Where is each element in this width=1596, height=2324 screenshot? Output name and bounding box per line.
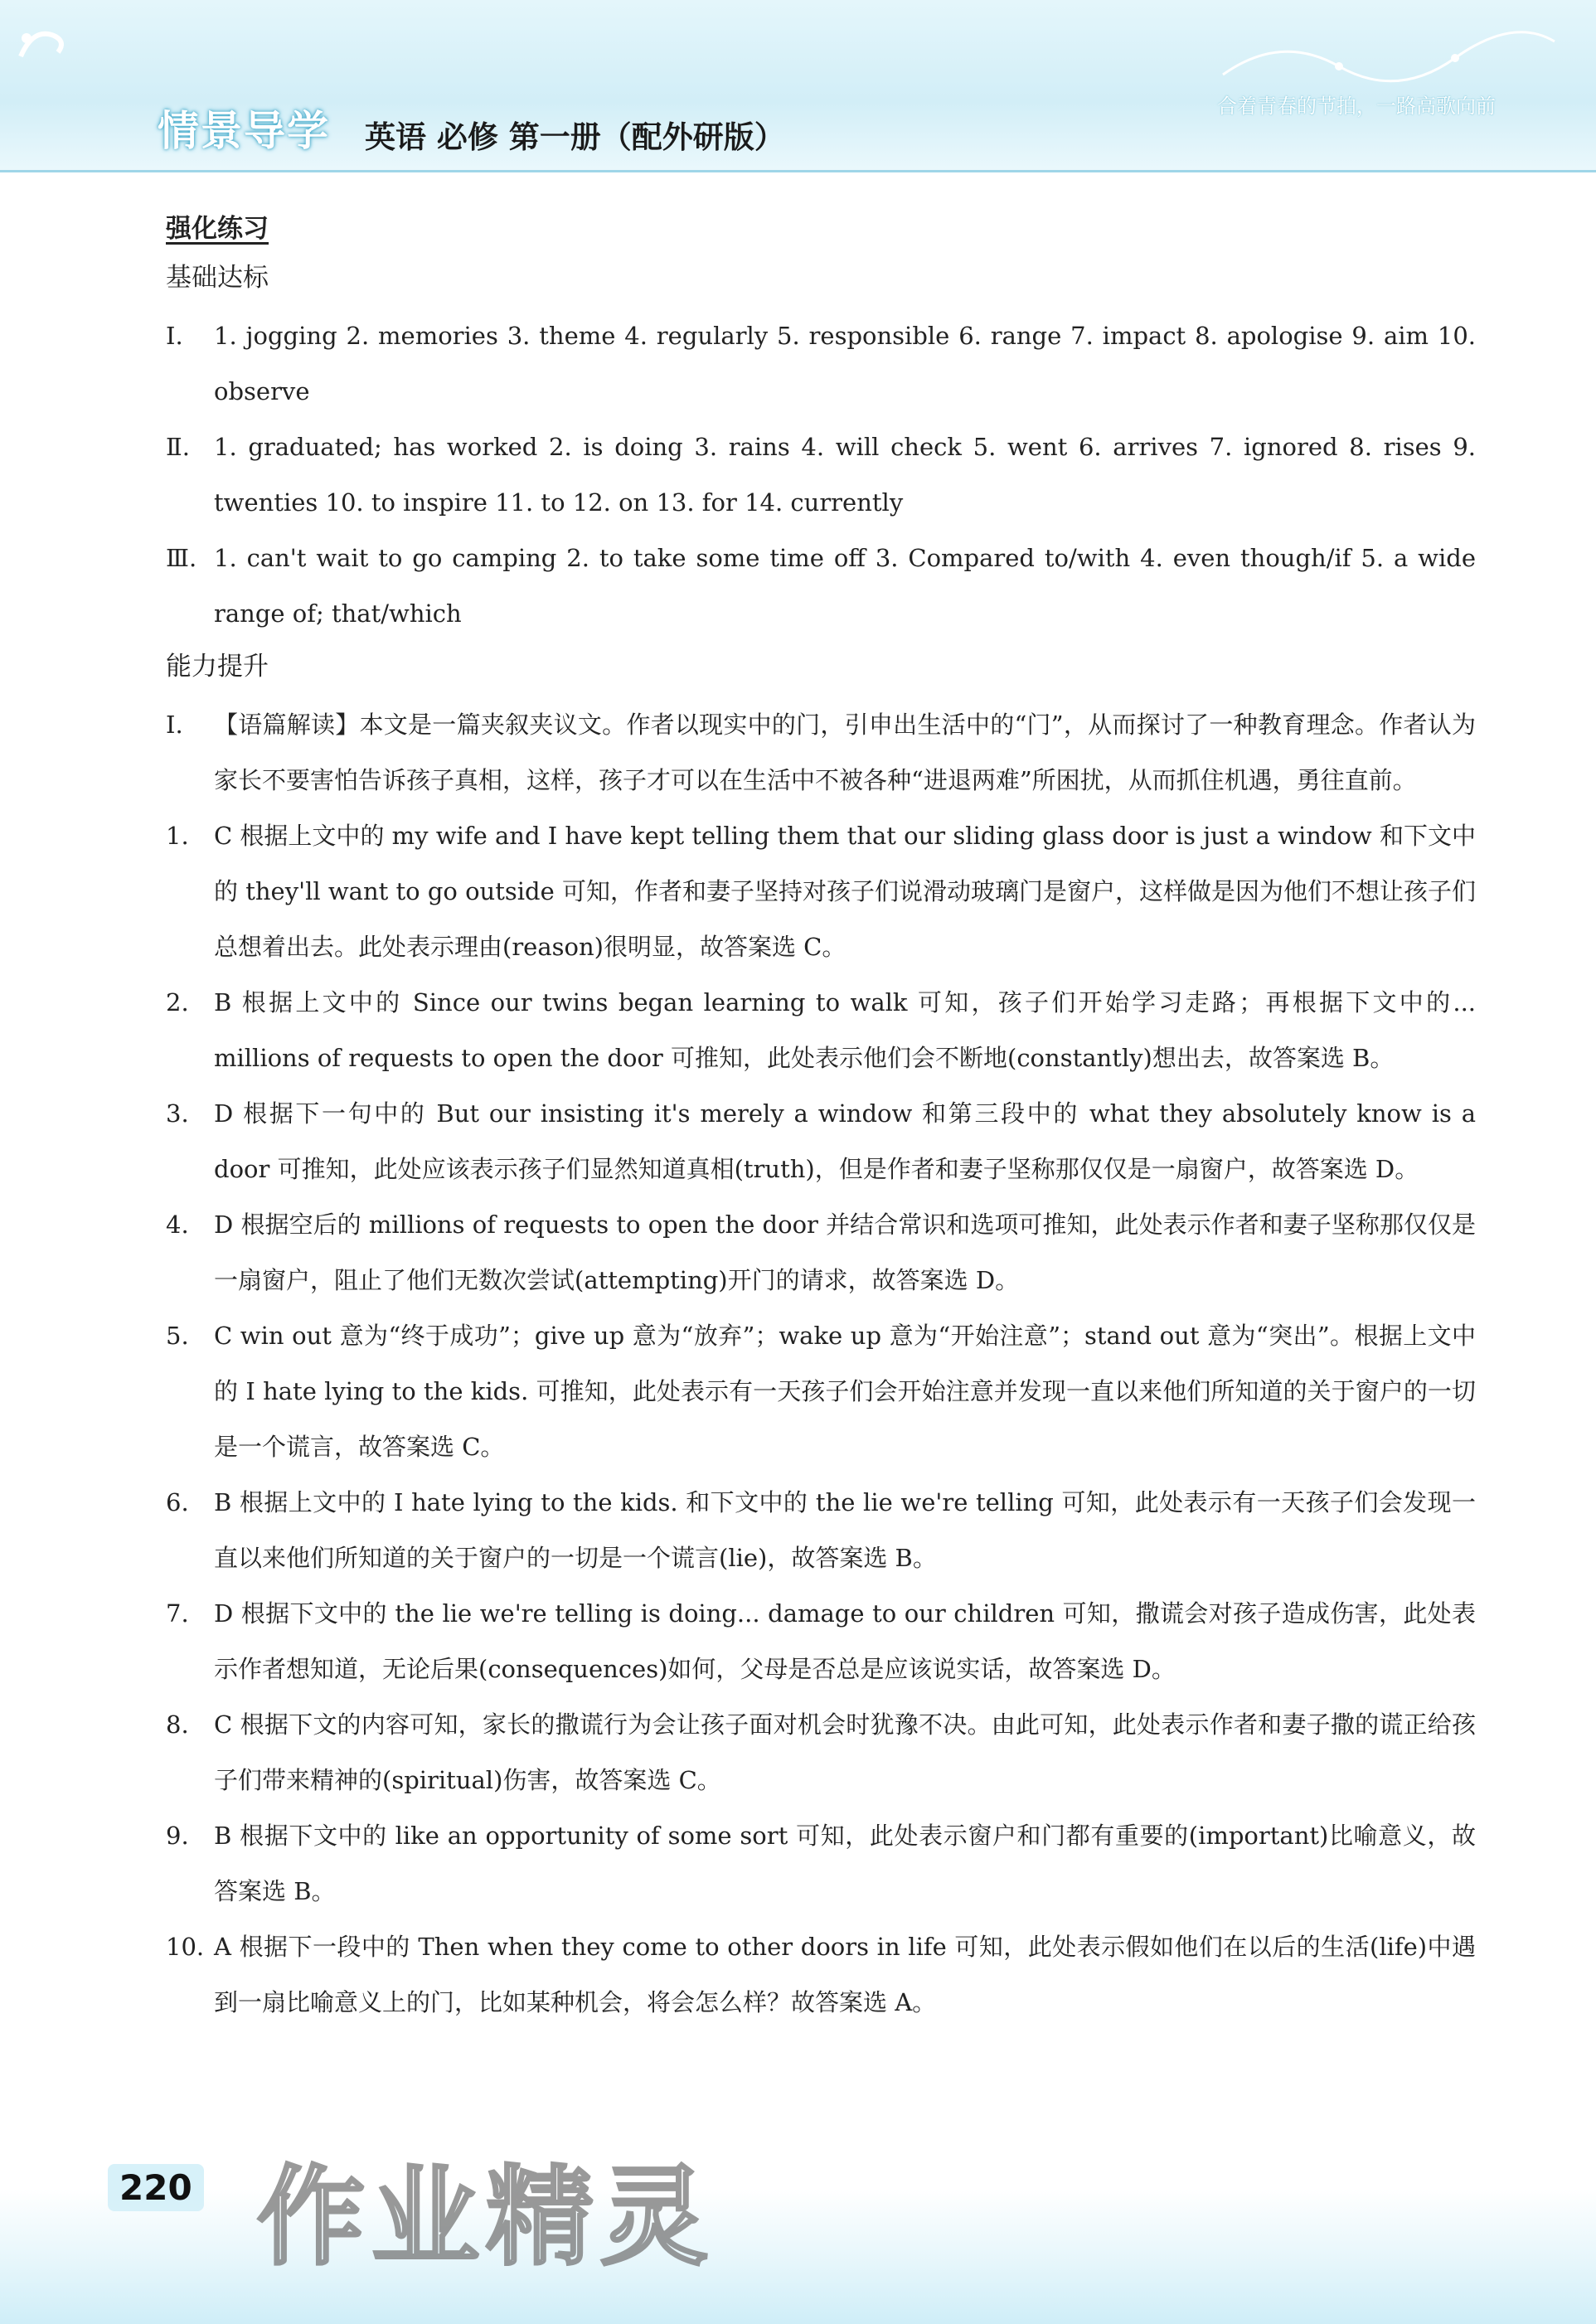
item-text: C 根据下文的内容可知，家长的撒谎行为会让孩子面对机会时犹豫不决。由此可知，此处表示作者和妻子撒的谎正给孩子们带来精神的(spiritual)伤害，故答案选 C。 <box>214 1710 1476 1794</box>
item-number: 1. <box>166 822 189 850</box>
item-text: C 根据上文中的 my wife and I have kept telling them that our sliding glass door is just a window 和下文中的 they'll want to go outside 可知，作者和妻子坚持对孩子们说滑动玻璃门是窗户，这样做是因为他们不想让孩子们总想着出去。此处表示理由(reason)很明显，故答案选 C。 <box>214 822 1476 961</box>
advanced-item <box>166 1919 1476 2030</box>
item-text: D 根据下文中的 the lie we're telling is doing... damage to our children 可知，撒谎会对孩子造成伤害，此处表示作者想知道，无论后果(consequences)如何，父母是否总是应该说实话，故答案选 D。 <box>214 1599 1476 1683</box>
section-title: 强化练习 <box>166 214 269 244</box>
book-title: 英语 必修 第一册（配外研版） <box>365 119 785 155</box>
item-text: C win out 意为“终于成功”；give up 意为“放弃”；wake up 意为“开始注意”；stand out 意为“突出”。根据上文中的 I hate lying to the kids. 可推知，此处表示有一天孩子们会开始注意并发现一直以来他们所知道的关于窗户的一切是一个谎言，故答案选 C。 <box>214 1322 1476 1461</box>
item-text: B 根据上文中的 Since our twins began learning to walk 可知，孩子们开始学习走路；再根据下文中的... millions of requests to open the door 可推知，此处表示他们会不断地(constantly)想出去，故答案选 B。 <box>214 988 1476 1072</box>
item-number: 2. <box>166 988 189 1016</box>
item-number: 8. <box>166 1710 189 1739</box>
item-number: 3. <box>166 1099 189 1128</box>
item-number: Ⅲ. <box>166 544 197 572</box>
item-number: 9. <box>166 1822 189 1850</box>
item-number: 6. <box>166 1488 189 1516</box>
basic-title: 基础达标 <box>166 263 269 293</box>
advanced-item <box>166 1197 1476 1308</box>
item-text: 1. can't wait to go camping 2. to take some time off 3. Compared to/with 4. even though/if 5. a wide range of; that/which <box>214 544 1476 628</box>
advanced-item <box>166 808 1476 975</box>
basic-item <box>166 308 1476 420</box>
item-text: 【语篇解读】本文是一篇夹叙夹议文。作者以现实中的门，引申出生活中的“门”，从而探讨了一种教育理念。作者认为家长不要害怕告诉孩子真相，这样，孩子才可以在生活中不被各种“进退两难”所困扰，从而抓住机遇，勇往直前。 <box>214 711 1476 794</box>
advanced-item <box>166 1308 1476 1475</box>
item-text: B 根据下文中的 like an opportunity of some sort 可知，此处表示窗户和门都有重要的(important)比喻意义，故答案选 B。 <box>214 1822 1476 1905</box>
item-text: B 根据上文中的 I hate lying to the kids. 和下文中的 the lie we're telling 可知，此处表示有一天孩子们会发现一直以来他们所知道的关于窗户的一切是一个谎言(lie)，故答案选 B。 <box>214 1488 1476 1572</box>
advanced-item <box>166 1475 1476 1586</box>
watermark: 作业精灵 <box>257 2154 716 2280</box>
page-footer <box>0 2189 1596 2324</box>
item-text: 1. graduated; has worked 2. is doing 3. rains 4. will check 5. went 6. arrives 7. ignored 8. rises 9. twenties 10. to inspire 11. to 12. on 13. for 14. currently <box>214 433 1476 517</box>
advanced-item <box>166 1086 1476 1197</box>
item-text: 1. jogging 2. memories 3. theme 4. regularly 5. responsible 6. range 7. impact 8. apologise 9. aim 10. observe <box>214 322 1476 405</box>
item-number: Ⅰ. <box>166 322 183 350</box>
item-number: Ⅱ. <box>166 433 190 461</box>
page-number: 220 <box>108 2164 204 2211</box>
decorative-swirl-icon <box>1215 25 1563 91</box>
advanced-item <box>166 1808 1476 1919</box>
brand-logo: 情景导学 <box>158 107 330 155</box>
advanced-item <box>166 1586 1476 1697</box>
basic-item <box>166 420 1476 531</box>
item-text: A 根据下一段中的 Then when they come to other doors in life 可知，此处表示假如他们在以后的生活(life)中遇到一扇比喻意义上的门，比如某种机会，将会怎么样？故答案选 A。 <box>214 1933 1476 2016</box>
item-number: 7. <box>166 1599 189 1628</box>
item-text: D 根据空后的 millions of requests to open the door 并结合常识和选项可推知，此处表示作者和妻子坚称那仅仅是一扇窗户，阻止了他们无数次尝试(attempting)开门的请求，故答案选 D。 <box>214 1211 1476 1294</box>
advanced-item <box>166 975 1476 1086</box>
page-header <box>0 0 1596 172</box>
basic-item <box>166 531 1476 642</box>
main-content <box>166 207 1476 2030</box>
advanced-item <box>166 1697 1476 1808</box>
item-number: Ⅰ. <box>166 711 183 739</box>
item-text: D 根据下一句中的 But our insisting it's merely a window 和第三段中的 what they absolutely know is a door 可推知，此处应该表示孩子们显然知道真相(truth)，但是作者和妻子坚称那仅仅是一扇窗户，故答案选 D。 <box>214 1099 1476 1183</box>
advanced-item <box>166 697 1476 808</box>
item-number: 5. <box>166 1322 189 1350</box>
item-number: 10. <box>166 1933 205 1961</box>
advanced-title: 能力提升 <box>166 652 269 682</box>
item-number: 4. <box>166 1211 189 1239</box>
corner-swirl-icon <box>17 23 75 65</box>
header-slogan: 合着青春的节拍，一路高歌向前 <box>1217 95 1496 118</box>
